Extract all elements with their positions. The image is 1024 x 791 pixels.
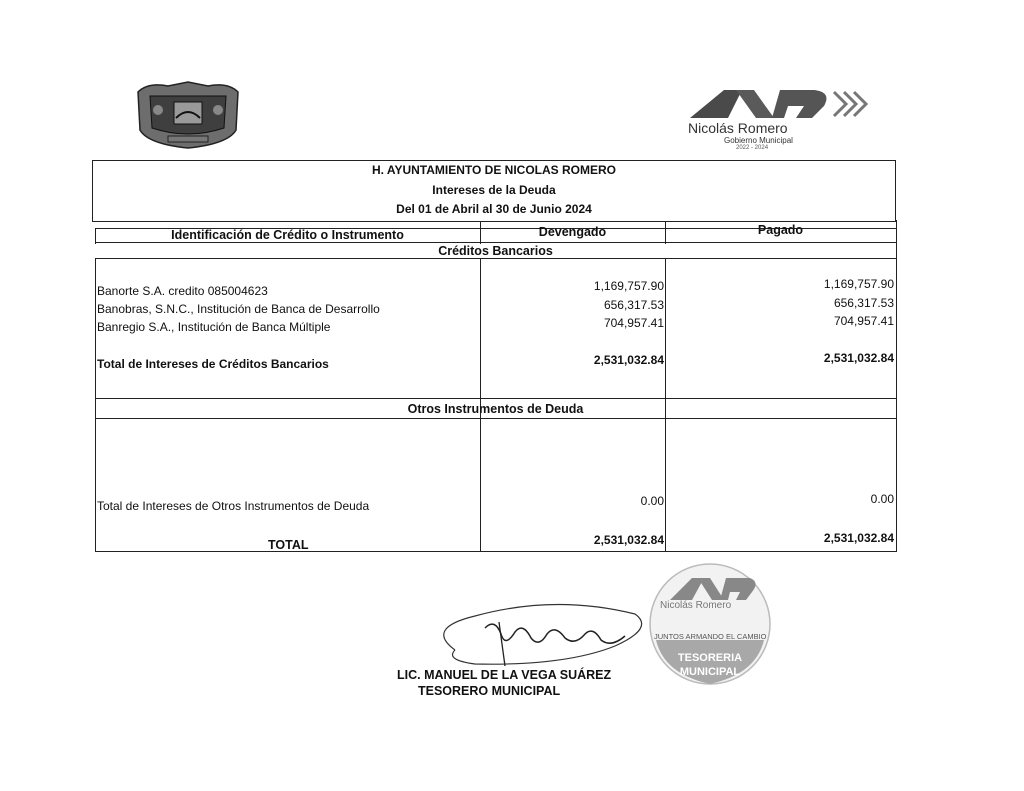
row-pagado: 1,169,757.90	[823, 277, 894, 291]
section-title-creditos-bancarios	[95, 244, 896, 258]
row-pagado: 704,957.41	[833, 314, 894, 328]
seal-office-line2: MUNICIPAL	[679, 666, 741, 678]
section-title-creditos-bancarios-label: Créditos Bancarios	[432, 244, 559, 258]
signatory-name: LIC. MANUEL DE LA VEGA SUÁREZ	[397, 668, 612, 682]
row-label: Banorte S.A. credito 085004623	[97, 284, 268, 298]
report-title: H. AYUNTAMIENTO DE NICOLAS ROMERO	[371, 163, 616, 177]
report-period: Del 01 de Abril al 30 de Junio 2024	[396, 202, 592, 216]
coat-of-arms-logo	[128, 78, 248, 150]
subtotal-label: Total de Intereses de Otros Instrumentos de Deuda	[97, 499, 370, 513]
row-label: Banregio S.A., Institución de Banca Múltiple	[97, 320, 331, 334]
column-header-pagado: Pagado	[757, 223, 804, 237]
row-label: Banobras, S.N.C., Institución de Banca de Desarrollo	[97, 302, 380, 316]
grand-total-pagado: 2,531,032.84	[823, 531, 894, 545]
seal-motto: JUNTOS ARMANDO EL CAMBIO	[654, 632, 767, 641]
row-devengado: 704,957.41	[603, 316, 664, 330]
column-header-devengado: Devengado	[538, 225, 607, 239]
subtotal-devengado: 0.00	[640, 494, 664, 508]
column-header-identificacion: Identificación de Crédito o Instrumento	[171, 228, 404, 242]
anr-logo	[684, 84, 874, 154]
anr-logo-name: Nicolás Romero	[688, 120, 788, 136]
anr-logo-years: 2022 - 2024	[736, 145, 769, 151]
treasury-seal	[646, 556, 774, 696]
section-title-otros-instrumentos: Otros Instrumentos de Deuda	[407, 402, 584, 416]
signatory-role: TESORERO MUNICIPAL	[418, 684, 561, 698]
row-devengado: 1,169,757.90	[593, 279, 664, 293]
row-pagado: 656,317.53	[833, 296, 894, 310]
seal-name: Nicolás Romero	[660, 600, 732, 611]
handwritten-signature	[415, 588, 660, 678]
subtotal-devengado: 2,531,032.84	[593, 353, 664, 367]
grand-total-devengado: 2,531,032.84	[593, 533, 664, 547]
seal-office-line1: TESORERIA	[677, 652, 743, 664]
subtotal-label: Total de Intereses de Créditos Bancarios	[97, 357, 329, 371]
grand-total-label: TOTAL	[268, 538, 309, 552]
row-devengado: 656,317.53	[603, 298, 664, 312]
subtotal-pagado: 0.00	[870, 492, 894, 506]
subtotal-pagado: 2,531,032.84	[823, 351, 894, 365]
report-subtitle: Intereses de la Deuda	[432, 183, 556, 197]
anr-logo-sub: Gobierno Municipal	[724, 136, 793, 145]
